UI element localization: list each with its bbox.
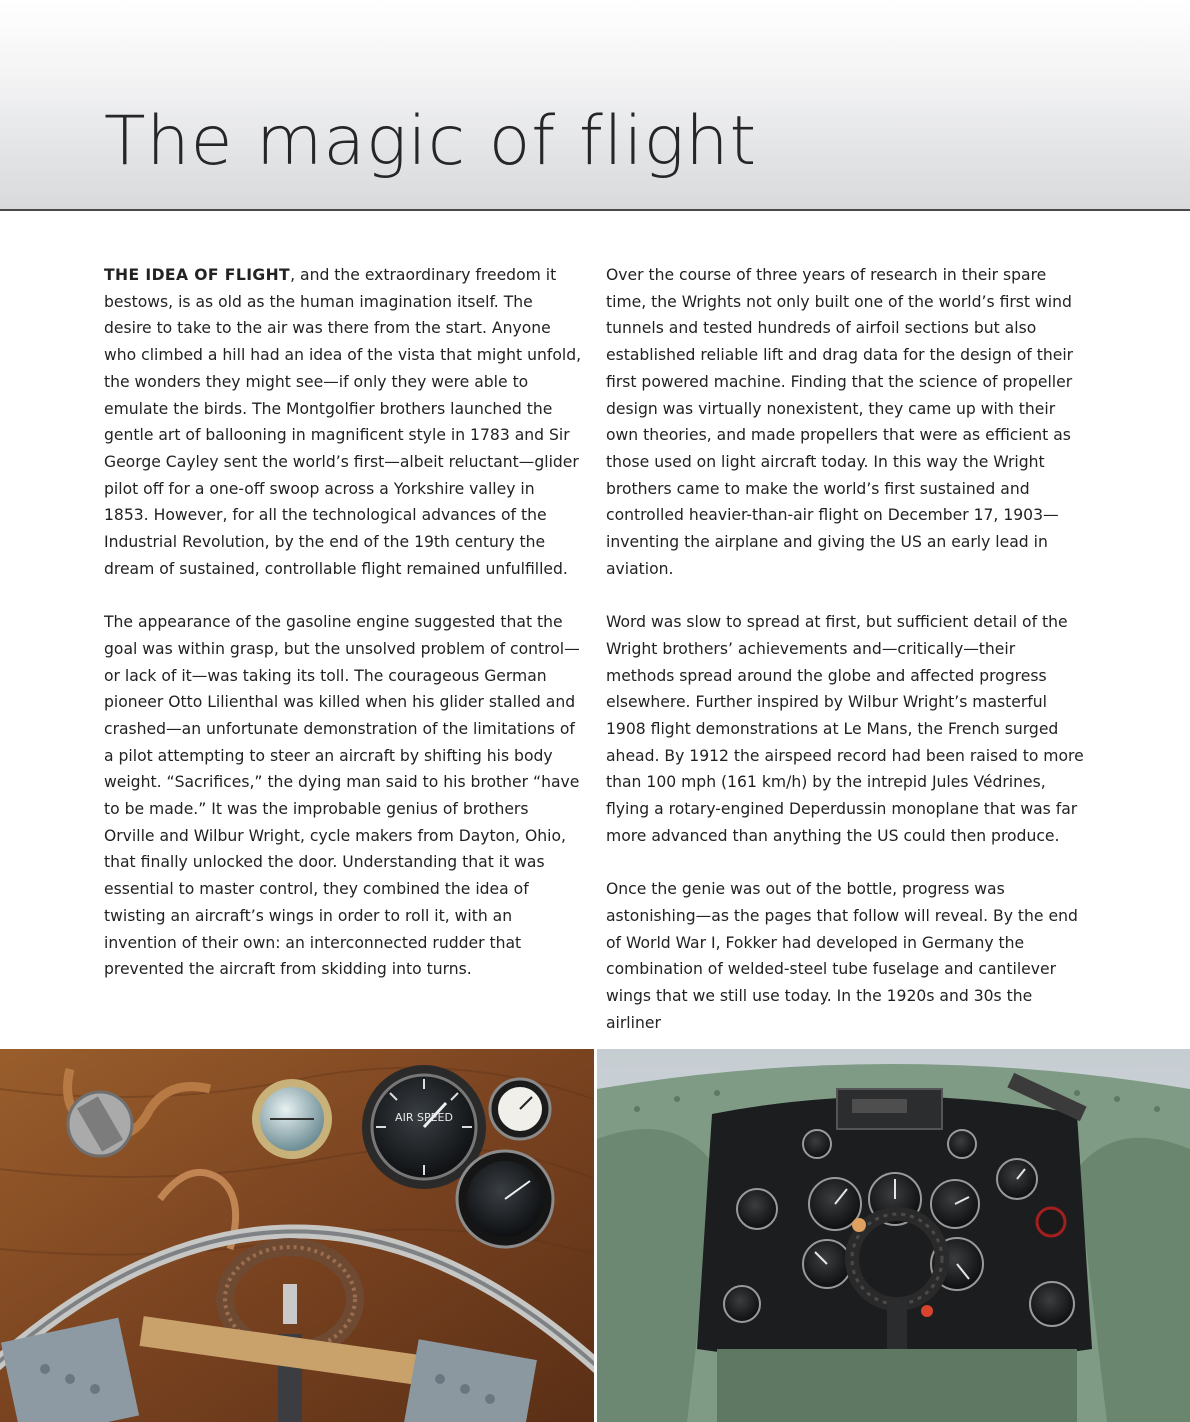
right-text-column bbox=[606, 262, 1088, 1063]
left-paragraph-1-text: , and the extraordinary freedom it bestows, is as old as the human imagination itself. The desire to take to the air was there from the start. Anyone who climbed a hill had an idea of the vista that might unfold, the wonders they might see—if only they were able to emulate the birds. The Montgolfier brothers launched the gentle art of ballooning in magnificent style in 1783 and Sir George Cayley sent the world’s first—albeit reluctant—glider pilot off for a one-off swoop across a Yorkshire valley in 1853. However, for all the technological advances of the Industrial Revolution, by the end of the 19th century the dream of sustained, controllable flight remained unfulfilled. bbox=[104, 266, 582, 578]
early-cockpit-photo bbox=[0, 1049, 594, 1422]
left-paragraph-1 bbox=[104, 262, 582, 582]
right-paragraph-2: Word was slow to spread at first, but sufficient detail of the Wright brothers’ achievements and—critically—their methods spread around the globe and affected progress elsewhere. Further inspired by Wilbur Wright’s masterful 1908 flight demonstrations at Le Mans, the French surged ahead. By 1912 the airspeed record had been raised to more than 100 mph (161 km/h) by the intrepid Jules Védrines, flying a rotary-engined Deperdussin monoplane that was far more advanced than anything the US could then produce. bbox=[606, 613, 1084, 845]
right-paragraph-1: Over the course of three years of research in their spare time, the Wrights not only built one of the world’s first wind tunnels and tested hundreds of airfoil sections but also established reliable lift and drag data for the design of their first powered machine. Finding that the science of propeller design was virtually nonexistent, they came up with their own theories, and made propellers that were as efficient as those used on light aircraft today. In this way the Wright brothers came to make the world’s first sustained and controlled heavier-than-air flight on December 17, 1903—inventing the airplane and giving the US an early lead in aviation. bbox=[606, 266, 1074, 578]
left-text-column bbox=[104, 262, 582, 1010]
right-paragraph-3: Once the genie was out of the bottle, progress was astonishing—as the pages that follow will reveal. By the end of World War I, Fokker had developed in Germany the combination of welded-steel tube fuselage and cantilever wings that we still use today. In the 1920s and 30s the airliner bbox=[606, 880, 1078, 1032]
page-title: The magic of flight bbox=[104, 102, 758, 181]
header-divider bbox=[0, 209, 1190, 211]
left-paragraph-2: The appearance of the gasoline engine suggested that the goal was within grasp, but the unsolved problem of control—or lack of it—was taking its toll. The courageous German pioneer Otto Lilienthal was killed when his glider stalled and crashed—an unfortunate demonstration of the limitations of a pilot attempting to steer an aircraft by shifting his body weight. “Sacrifices,” the dying man said to his brother “have to be made.” It was the improbable genius of brothers Orville and Wilbur Wright, cycle makers from Dayton, Ohio, that finally unlocked the door. Understanding that it was essential to master control, they combined the idea of twisting an aircraft’s wings in order to roll it, with an invention of their own: an interconnected rudder that prevented the aircraft from skidding into turns. bbox=[104, 613, 580, 979]
airspeed-gauge-label: AIR SPEED bbox=[395, 1111, 453, 1124]
fighter-cockpit-photo bbox=[597, 1049, 1190, 1422]
lead-in: THE IDEA OF FLIGHT bbox=[104, 266, 291, 284]
